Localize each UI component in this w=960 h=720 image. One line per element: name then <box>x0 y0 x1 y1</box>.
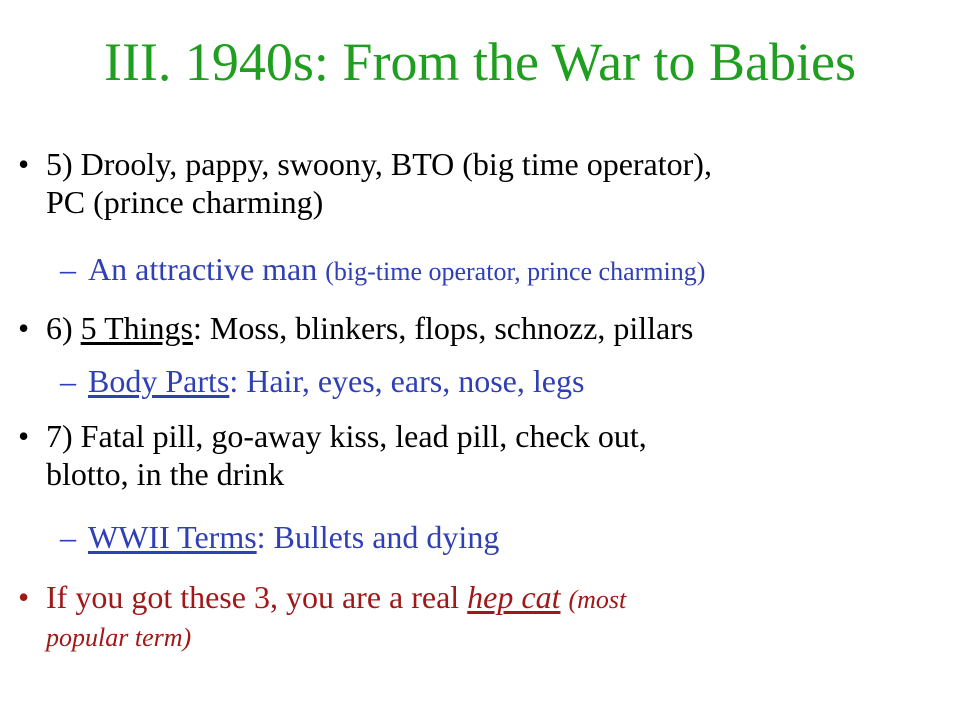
dash-icon: – <box>60 519 76 555</box>
item-6-meaning-label: Body Parts <box>88 363 230 399</box>
item-7-meaning-label: WWII Terms <box>88 519 257 555</box>
slide-title: III. 1940s: From the War to Babies <box>103 32 857 92</box>
closing-term: hep cat <box>467 579 561 615</box>
item-6-rest: : Moss, blinkers, flops, schnozz, pillars <box>192 310 694 346</box>
item-5-line-2: PC (prince charming) <box>46 184 324 220</box>
item-5-meaning <box>88 250 705 291</box>
closing-note-1: (most <box>568 585 627 614</box>
item-5-meaning-note: (big-time operator, prince charming) <box>325 257 706 286</box>
item-5-line-1: 5) Drooly, pappy, swoony, BTO (big time operator), <box>46 146 712 182</box>
bullet-icon: • <box>18 418 30 454</box>
closing-note-2: popular term) <box>46 623 192 652</box>
bullet-icon: • <box>18 146 30 182</box>
item-5-text <box>46 145 712 221</box>
item-5-meaning-main: An attractive man <box>88 251 318 287</box>
dash-icon: – <box>60 251 76 287</box>
item-6-prefix: 6) <box>46 310 81 346</box>
item-7-meaning <box>88 518 499 556</box>
closing-line-1 <box>46 578 626 619</box>
item-6-text <box>46 309 693 347</box>
item-7-line-1: 7) Fatal pill, go-away kiss, lead pill, check out, <box>46 418 647 454</box>
bullet-icon: • <box>18 310 30 346</box>
item-6-category: 5 Things <box>80 310 193 346</box>
bullet-icon: • <box>18 579 30 615</box>
item-7-text <box>46 417 647 493</box>
closing-text <box>46 578 626 657</box>
item-6-meaning <box>88 362 584 400</box>
item-7-meaning-rest: : Bullets and dying <box>256 519 500 555</box>
item-7-line-2: blotto, in the drink <box>46 456 285 492</box>
dash-icon: – <box>60 363 76 399</box>
item-6-meaning-rest: : Hair, eyes, ears, nose, legs <box>229 363 585 399</box>
closing-lead: If you got these 3, you are a real <box>46 579 468 615</box>
